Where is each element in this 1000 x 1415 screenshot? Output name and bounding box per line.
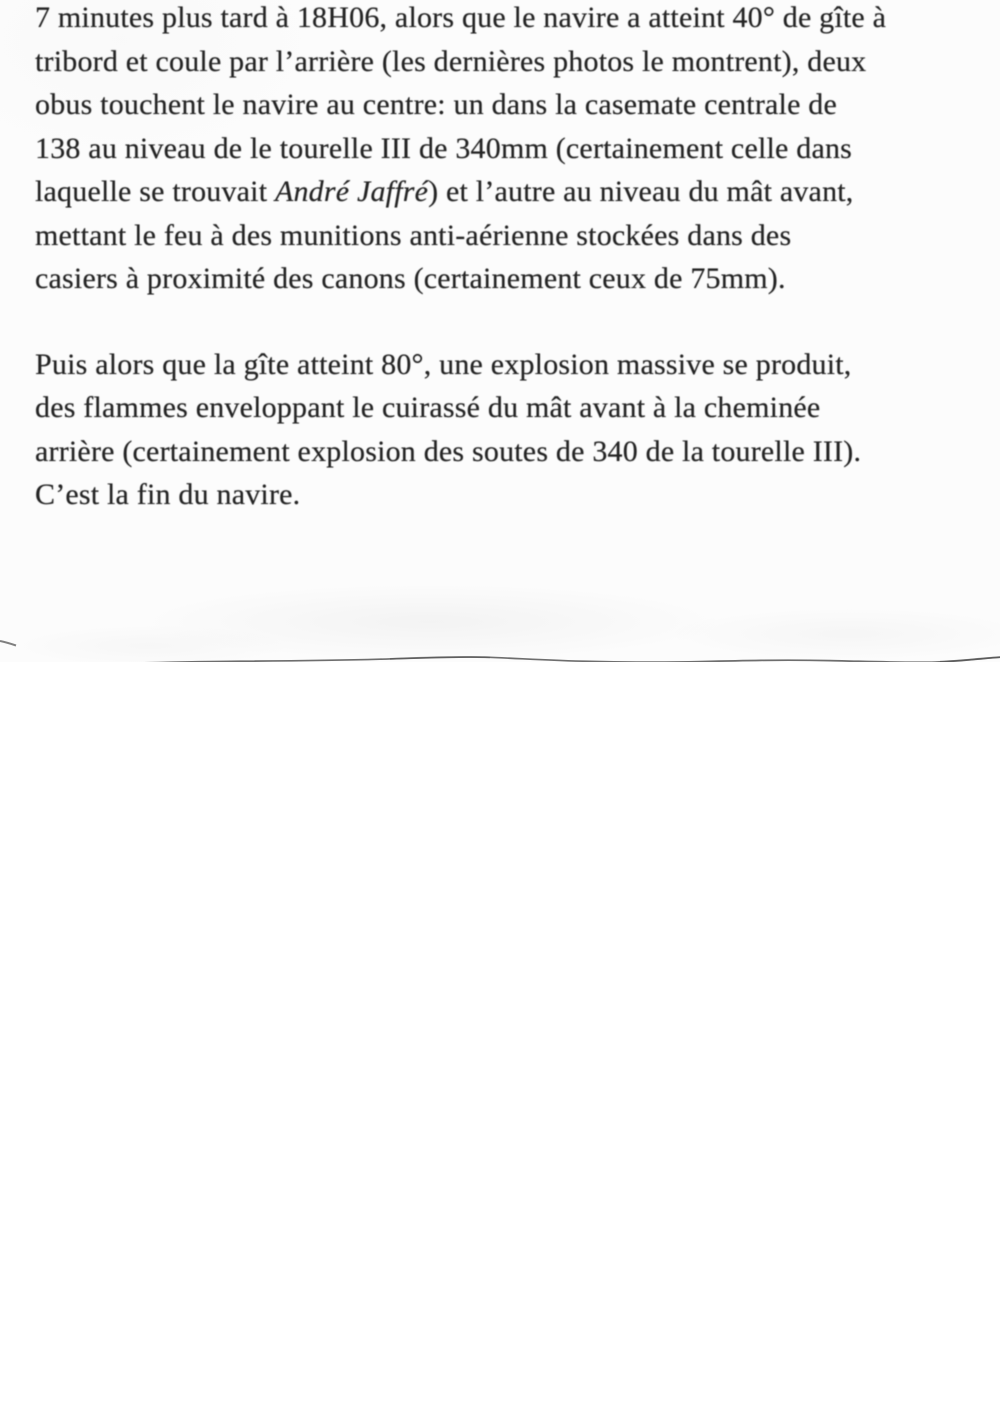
paragraph-1	[35, 0, 992, 301]
text-segment: laquelle se trouvait	[35, 175, 275, 208]
text-line: mettant le feu à des munitions anti-aérienne stockées dans des	[35, 218, 792, 252]
text-segment: ) et l’autre au niveau du mât avant,	[428, 175, 854, 208]
text-line: 138 au niveau de le tourelle III de 340mm (certainement celle dans	[35, 131, 853, 165]
blank-lower-region	[0, 662, 1000, 1415]
scan-top-region	[0, 0, 1000, 662]
text-line	[35, 170, 992, 214]
italic-name-segment: André Jaffré	[274, 175, 429, 208]
text-line: obus touchent le navire au centre: un dans la casemate centrale de	[35, 88, 838, 121]
text-line: des flammes enveloppant le cuirassé du mât avant à la cheminée	[35, 391, 821, 424]
text-line: arrière (certainement explosion des soutes de 340 de la tourelle III).	[35, 434, 862, 468]
article-text-block	[35, 0, 992, 517]
text-line: casiers à proximité des canons (certainement ceux de 75mm).	[35, 262, 786, 295]
text-line: tribord et coule par l’arrière (les dernières photos le montrent), deux	[35, 44, 867, 78]
text-line: C’est la fin du navire.	[35, 478, 301, 511]
text-line: Puis alors que la gîte atteint 80°, une explosion massive se produit,	[35, 347, 852, 381]
paragraph-2	[35, 343, 992, 517]
text-line: 7 minutes plus tard à 18H06, alors que le navire a atteint 40° de gîte à	[35, 1, 887, 34]
